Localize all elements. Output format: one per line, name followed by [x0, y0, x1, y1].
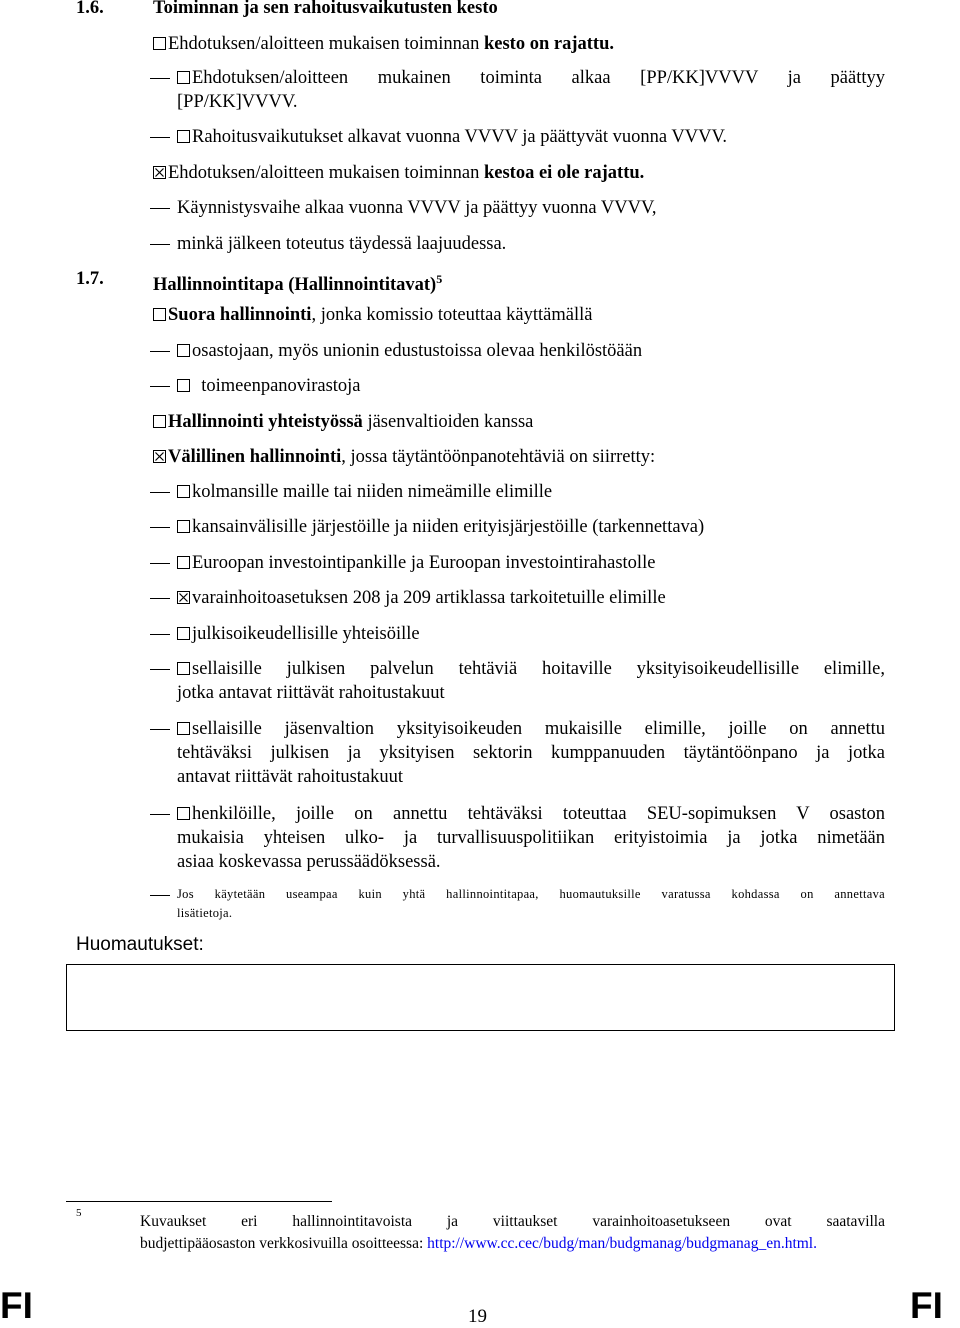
checkbox-start-end[interactable]: [177, 71, 190, 84]
dash-bullet: [150, 244, 170, 245]
checkbox-indirect[interactable]: [153, 450, 166, 463]
direct-departments: osastojaan, myös unionin edustustoissa olevaa henkilöstöään: [177, 339, 642, 363]
indirect-item: kansainvälisille järjestöille ja niiden erityisjärjestöille (tarkennettava): [177, 515, 704, 539]
dash-bullet: [150, 351, 170, 352]
indirect-item: henkilöille, joille on annettu tehtäväksi toteuttaa SEU-sopimuksen V osaston: [177, 802, 885, 826]
indirect-item-cont: tehtäväksi julkisen ja yksityisen sektorin kumppanuuden täytäntöönpano ja jotka: [177, 743, 885, 763]
suboption-dates: Ehdotuksen/aloitteen mukainen toiminta alkaa [PP/KK]VVVV ja päättyy: [177, 66, 885, 90]
footnote-link[interactable]: http://www.cc.cec/budg/man/budgmanag/budgmanag_en.html.: [427, 1235, 817, 1252]
footnote-text: Kuvaukset eri hallinnointitavoista ja viittaukset varainhoitoasetukseen ovat saatavilla: [140, 1213, 885, 1230]
indirect-item: varainhoitoasetuksen 208 ja 209 artiklassa tarkoitetuille elimille: [177, 586, 666, 610]
note-text-cont: lisätietoja.: [177, 906, 233, 920]
checkbox-departments[interactable]: [177, 344, 190, 357]
section-title: Toiminnan ja sen rahoitusvaikutusten kesto: [153, 0, 498, 18]
option-indirect: Välillinen hallinnointi, jossa täytäntöönpanotehtäviä on siirretty:: [153, 445, 655, 469]
suboption-dates-cont: [PP/KK]VVVV.: [177, 92, 298, 112]
dash-bullet: [150, 814, 170, 815]
suboption-financial: Rahoitusvaikutukset alkavat vuonna VVVV ja päättyvät vuonna VVVV.: [177, 125, 727, 149]
page-number: 19: [468, 1306, 487, 1327]
footnote-separator: [66, 1201, 332, 1202]
indirect-item: sellaisille julkisen palvelun tehtäviä hoitaville yksityisoikeudellisille elimille,: [177, 657, 885, 681]
option-duration-unlimited: Ehdotuksen/aloitteen mukaisen toiminnan kestoa ei ole rajattu.: [153, 161, 644, 185]
suboption-full: minkä jälkeen toteutus täydessä laajuudessa.: [177, 234, 507, 254]
checkbox-bodies-208-209[interactable]: [177, 591, 190, 604]
checkbox-public-law[interactable]: [177, 627, 190, 640]
checkbox-eib-eif[interactable]: [177, 556, 190, 569]
dash-bullet: [150, 634, 170, 635]
dash-bullet: [150, 137, 170, 138]
dash-bullet: [150, 492, 170, 493]
dash-bullet: [150, 669, 170, 670]
checkbox-financial-impact[interactable]: [177, 130, 190, 143]
dash-bullet: [150, 563, 170, 564]
indirect-item: Euroopan investointipankille ja Euroopan investointirahastolle: [177, 551, 655, 575]
option-shared: Hallinnointi yhteistyössä jäsenvaltioiden kanssa: [153, 410, 533, 434]
dash-bullet: [150, 78, 170, 79]
suboption-startup: Käynnistysvaihe alkaa vuonna VVVV ja päättyy vuonna VVVV,: [177, 198, 657, 218]
section-number: 1.7.: [76, 269, 104, 289]
indirect-item: kolmansille maille tai niiden nimeämille elimille: [177, 480, 552, 504]
checkbox-cfsp-persons[interactable]: [177, 807, 190, 820]
footer-lang-left: FI: [0, 1285, 33, 1326]
checkbox-shared[interactable]: [153, 415, 166, 428]
dash-bullet: [150, 527, 170, 528]
indirect-item-cont: antavat riittävät rahoitustakuut: [177, 767, 404, 787]
dash-bullet: [150, 729, 170, 730]
option-direct: Suora hallinnointi, jonka komissio toteuttaa käyttämällä: [153, 303, 592, 327]
indirect-item-cont: asiaa koskevassa perussäädöksessä.: [177, 852, 441, 872]
remarks-box[interactable]: [66, 964, 895, 1031]
indirect-item-cont: jotka antavat riittävät rahoitustakuut: [177, 683, 445, 703]
checkbox-duration-limited[interactable]: [153, 37, 166, 50]
checkbox-private-ppp[interactable]: [177, 722, 190, 735]
section-number: 1.6.: [76, 0, 104, 18]
note-text: Jos käytetään useampaa kuin yhtä hallinnointitapaa, huomautuksille varatussa kohdassa on annettava: [177, 887, 885, 901]
dash-bullet: [150, 598, 170, 599]
checkbox-private-public-service[interactable]: [177, 662, 190, 675]
section-title: Hallinnointitapa (Hallinnointitavat)$^5$: [153, 272, 443, 296]
checkbox-intl-orgs[interactable]: [177, 520, 190, 533]
indirect-item: julkisoikeudellisille yhteisöille: [177, 622, 420, 646]
indirect-item-cont: mukaisia yhteisen ulko- ja turvallisuuspolitiikan erityistoimia ja jotka nimetään: [177, 828, 885, 848]
footnote-ref[interactable]: 5: [436, 272, 443, 286]
checkbox-direct[interactable]: [153, 308, 166, 321]
dash-bullet: [150, 386, 170, 387]
footnote-marker: 5: [76, 1207, 82, 1219]
dash-bullet: [150, 208, 170, 209]
checkbox-duration-unlimited[interactable]: [153, 166, 166, 179]
dash-bullet: [150, 895, 170, 896]
option-duration-limited: Ehdotuksen/aloitteen mukaisen toiminnan kesto on rajattu.: [153, 32, 614, 56]
checkbox-third-countries[interactable]: [177, 485, 190, 498]
direct-agencies: toimeenpanovirastoja: [177, 374, 361, 398]
footer-lang-right: FI: [910, 1285, 943, 1326]
checkbox-agencies[interactable]: [177, 379, 190, 392]
indirect-item: sellaisille jäsenvaltion yksityisoikeuden mukaisille elimille, joille on annettu: [177, 717, 885, 741]
footnote-text-cont: budjettipääosaston verkkosivuilla osoitteessa: http://www.cc.cec/budg/man/budgmanag/budgmanag_en.html.: [140, 1235, 817, 1252]
remarks-label: Huomautukset:: [76, 934, 204, 955]
